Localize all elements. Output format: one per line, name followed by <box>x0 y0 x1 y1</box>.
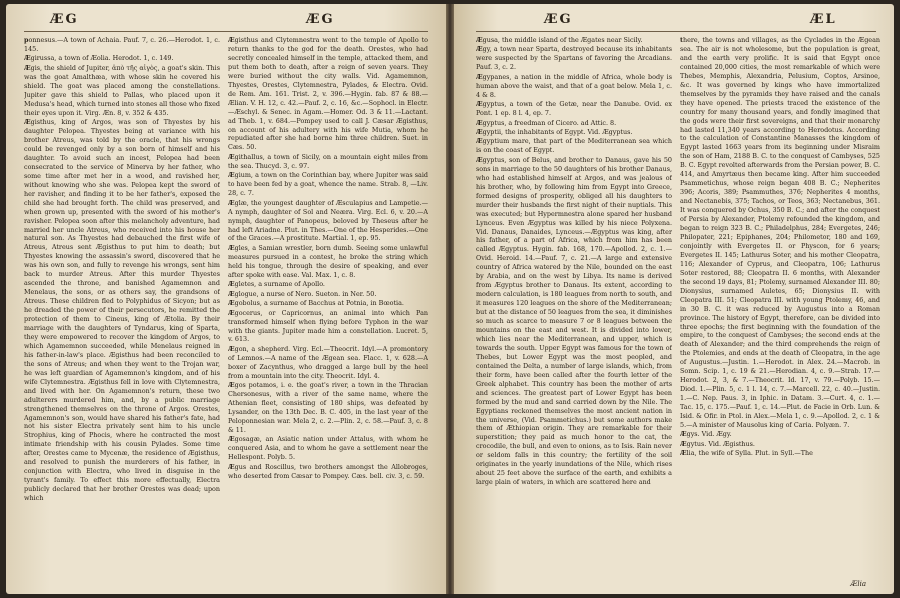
left-page-column-2 <box>228 36 428 584</box>
dictionary-entry: Ægyptus, a town of the Getæ, near the Danube. Ovid. ex Pont. 1 ep. 8 l. 4, ep. 7. <box>476 100 672 118</box>
dictionary-entry: Ælia, the wife of Sylla. Plut. in Syll.—The <box>680 449 813 458</box>
dictionary-entry: Ægium, a town on the Corinthian bay, where Jupiter was said to have been fed by a goat, whence the name. Strab. 8, —Liv. 28, c. 7. <box>228 171 428 198</box>
running-head-left-2: ÆG <box>306 12 335 27</box>
book-spread <box>6 4 894 594</box>
left-page <box>6 4 446 594</box>
dictionary-entry: Ægon, a shepherd. Virg. Ecl.—Theocrit. Idyl.—A promontory of Lemnos.—A name of the Ægean sea. Flacc. 1, v. 628.—A boxer of Zacynthus, who dragged a large bull by the heel from a mountain into the city. Theocrit. Idyl. 4. <box>228 344 428 380</box>
dictionary-entry: Æglæ, the youngest daughter of Æsculapius and Lampetie.—A nymph, daughter of Sol and Neæra. Virg. Ecl. 6, v. 20.—A nymph, daughter of Panopeus, beloved by Theseus after he had left Ariadne. Plut. in Thes.—One of the Hesperides.—One of the Graces.—A prostitute. Martial. 1, ep. 95. <box>228 198 428 243</box>
dictionary-entry: Ægis, the shield of Jupiter, ἀπὸ τῆς αἰγὸς, a goat's skin. This was the goat Amalthæa, with whose skin he covered his shield. The goat was placed among the constellations. Jupiter gave this shield to Pallas, who placed upon it Medusa's head, which turned into stones all those who fixed their eyes upon it. Virg. Æn. 8, v. 352 & 435. <box>24 63 220 117</box>
dictionary-entry: Ægithallus, a town of Sicily, on a mountain eight miles from the sea. Thucyd. 3, c. 97. <box>228 152 428 170</box>
dictionary-entry: Ægyptium mare, that part of the Mediterranean sea which is on the coast of Egypt. <box>476 137 672 155</box>
dictionary-entry: Ægles, a Samian wrestler, born dumb. Seeing some unlawful measures pursued in a contest, he broke the string which held his tongue, through the desire of speaking, and ever after spoke with ease. Val. Max. 1, c. 8. <box>228 243 428 279</box>
dictionary-entry: Æglogue, a nurse of Nero. Sueton. in Ner. 50. <box>228 289 377 298</box>
right-page-column-1 <box>476 36 672 584</box>
running-head-right-1: ÆG <box>544 12 573 27</box>
dictionary-entry: Ægus and Roscillus, two brothers amongst the Allobroges, who deserted from Cæsar to Pompey. Cæs. bell. civ. 3, c. 59. <box>228 462 428 480</box>
header-rule <box>24 31 428 32</box>
dictionary-entry: Ægys. Vid. Ægy. <box>680 430 732 439</box>
dictionary-entry: there, the towns and villages, as the Cyclades in the Ægean sea. The air is not wholesome, but the population is great, and the earth very prolific. It is said that Egypt once contained 20,000 cities, the most remarkable of which were Thebes, Memphis, Alexandria, Pelusium, Coptos, Arsinoe, &c. It was governed by kings who have immortalized themselves by the pyramids they have raised and the canals they have opened. The priests traced the existence of the country for many thousand years, and fondly imagined that the gods were their first sovereigns, and that their monarchy had lasted 11,340 years according to Herodotus. According to the calculation of Constantine Manasses the kingdom of Egypt lasted 1663 years from its beginning under Misraim the son of Ham, 2188 B. C. to the conquest of Cambyses, 525 B. C. Egypt revolted afterwards from the Persian power, B. C. 414, and Amyrtæus then became king. After him succeeded Psammetichus, whose reign began 408 B. C.; Nepherites 396; Acoris, 389; Psammuthes, 376; Nepherites 4 months, and Nectanebis, 375; Tachos, or Teos, 363; Nectanebus, 361. It was conquered by Ochus, 350 B. C.; and after the conquest of Persia by Alexander, Ptolemy refounded the kingdom, and began to reign 323 B. C.; Philadelphus, 284; Evergetes, 246; Philopater, 221; Epiphanes, 204; Philometor, 180 and 169, conjointly with Evergetes II. or Physcon, for 6 years; Evergetes II. 145; Lathurus Soter, and his mother Cleopatra, 116; Alexander of Cyprus, and Cleopatra, 106; Lathurus Soter restored, 88; Cleopatra II. 6 months, with Alexander the second 19 days, 81; Ptolemy, surnamed Alexander III. 80; Dionysius, surnamed Auletes, 65; Dionysius II. with Cleopatra III. 51; Cleopatra III. with young Ptolemy, 46, and in 30 B. C. it was reduced by Augustus into a Roman province. The history of Egypt, therefore, can be divided into three epochs; the first beginning with the foundation of the empire, to the conquest of Cambyses; the second ends at the death of Alexander; and the third comprehends the reign of the Ptolemies, and ends at the death of Cleopatra, in the age of Augustus.—Justin. 1.—Herodot. in Alex. 24.—Macrob. in Somn. Scip. 1, c. 19 & 21.—Herodian. 4, c. 9.—Strab. 17.—Herodot. 2, 3, & 7.—Theocrit. Id. 17, v. 79.—Polyb. 15.—Diod. 1.—Plin. 5, c. 1 l. 14, c. 7.—Marcell. 22, c. 40.—Justin. 1.—C. Nep. Paus. 3, in Iphic. in Datam. 3.—Curt. 4, c. 1.—Tac. 15, c. 175.—Pauf. 1, c. 14.—Plut. de Facie in Orb. Lun. & Isid. & Ofir. in Ptol. in Alex.—Mela 1, c. 9.—Apollod. 2, c. 1 & 5.—A minister of Mausolus king of Caria. Polyæn. 7. <box>680 36 880 429</box>
dictionary-entry: Ægletes, a surname of Apollo. <box>228 280 325 289</box>
dictionary-entry: Ægyptus, a freedman of Cicero. ad Attic. 8. <box>476 118 617 127</box>
dictionary-entry: Ægyptii, the inhabitants of Egypt. Vid. Ægyptus. <box>476 128 633 137</box>
dictionary-entry: Ægytus. Vid. Ægisthus. <box>680 439 755 448</box>
dictionary-entry: Ægyptus, son of Belus, and brother to Danaus, gave his 50 sons in marriage to the 50 daughters of his brother Danaus, who had established himself at Argos, and was jealous of his brother, who, by following him from Egypt into Greece, formed designs of prosperity, obliged all his daughters to murder their husbands the first night of their nuptials. This was executed; but Hypermnestra alone spared her husband Lynceus. Even Ægyptus was killed by his niece Polyxena. Vid. Danaus, Danaides, Lynceus.—Ægyptus was king, after his father, of a part of Africa, which from him has been called Ægyptus. Hygin. fab. 168, 170.—Apollod. 2, c. 1.—Ovid. Heroid. 14.—Pauf. 7, c. 21.—A large and extensive country of Africa watered by the Nile, bounded on the east by Arabia, and on the west by Libya. Its name is derived from Ægyptus brother to Danaus. Its extent, according to modern calculation, is 180 leagues from north to south, and it measures 120 leagues on the shore of the Mediterranean; but at the distance of 50 leagues from the sea, it diminishes so much as scarce to measure 7 or 8 leagues between the mountains on the east and west. It is divided into lower, which lies near the Mediterranean, and upper, which is towards the south. Upper Egypt was famous for the town of Thebes, but Lower Egypt was the most peopled, and contained the Delta, a number of large islands, which, from their form, have been called after the fourth letter of the Greek alphabet. This country has been the mother of arts and sciences. The greatest part of Lower Egypt has been formed by the mud and sand carried down by the Nile. The Egyptians reckoned themselves the most ancient nation in the universe, (Vid. Psammetichus.) but some authors make them of Æthiopian origin. They are remarkable for their superstition; they paid as much honor to the cat, the crocodile, the bull, and even to onions, as to Isis. Rain never or seldom falls in this country; the fertility of the soil originates in the yearly inundations of the Nile, which rises about 25 feet above the surface of the earth, and exhibits a large plain of waters, in which are scattered here and <box>476 155 672 487</box>
running-head-right-2: ÆL <box>810 12 837 27</box>
dictionary-entry: Ægisthus, king of Argos, was son of Thyestes by his daughter Pelopea. Thyestes being at variance with his brother Atreus, was told by the oracle, that his wrongs could be revenged only by a son born of himself and his daughter. To avoid such an incest, Pelopea had been consecrated to the service of Minerva by her father, who some time after met her in a wood, and ravished her, without knowing who she was. Pelopea kept the sword of her ravisher, and finding it to be her father's, exposed the child she had brought forth. The child was preserved, and when grown up, presented with the sword of his mother's ravisher. Pelopea soon after this melancholy adventure, had married her uncle Atreus, who received into his house her natural son. As Thyestes had debauched the first wife of Atreus, Atreus sent Ægisthus to put him to death; but Thyestes knowing the assassin's sword, discovered that he was his own son, and fully to revenge his wrongs, sent him back to murder Atreus. After this murder Thyestes ascended the throne, and banished Agamemnon and Menelaus, the sons, or as others say, the grandsons of Atreus. These children fled to Polyphidus of Sicyon; but as he dreaded the power of their persecutors, he remitted the protection of them to Cineus, king of Ætolia. By their marriage with the daughters of Tyndarus, king of Sparta, they were empowered to recover the kingdom of Argos, to which Agamemnon succeeded, while Menelaus reigned in his father-in-law's place. Ægisthus had been reconciled to the sons of Atreus; and when they went to the Trojan war, he was left guardian of Agamemnon's kingdom, and of his wife Clytemnestra. Ægisthus fell in love with Clytemnestra, and lived with her. On Agamemnon's return, these two adulterers murdered him, and, by a public marriage strengthened themselves on the throne of Argos. Orestes, Agamemnon's son, would have shared his father's fate, had not his sister Electra privately sent him to his uncle Strophius, king of Phocis, where he contracted the most intimate friendship with his cousin Pylades. Some time after, Orestes came to Mycenæ, the residence of Ægisthus, and resolved to punish the murderers of his father, in conjunction with Electra, who lived in disguise in the tyrant's family. To effect this more effectually, Electra publicly declared that her brother Orestes was dead; upon which <box>24 118 220 503</box>
dictionary-entry: ponnesus.—A town of Achaia. Pauf. 7, c. 26.—Herodot. 1, c. 145. <box>24 36 220 53</box>
dictionary-entry: Ægocerus, or Capricornus, an animal into which Pan transformed himself when flying before Typhon in the war with the giants. Jupiter made him a constellation. Lucret. 5, v. 613. <box>228 308 428 344</box>
catchword: Ælia <box>850 580 866 588</box>
dictionary-entry: Ægirussa, a town of Æolia. Herodot. 1, c. 149. <box>24 54 174 63</box>
dictionary-entry: Ægobolus, a surname of Bacchus at Potnia, in Bœotia. <box>228 299 404 308</box>
running-head-left-1: ÆG <box>50 12 79 27</box>
right-page-column-2 <box>680 36 880 584</box>
dictionary-entry: Ægy, a town near Sparta, destroyed because its inhabitants were suspected by the Spartans of favoring the Arcadians. Pauf. 3, c. 2. <box>476 45 672 72</box>
header-rule <box>476 31 876 32</box>
dictionary-entry: Ægusa, the middle island of the Ægates near Sicily. <box>476 36 643 44</box>
dictionary-entry: Ægos potamos, i. e. the goat's river, a town in the Thracian Chersonesus, with a river of the same name, where the Athenian fleet, consisting of 180 ships, was defeated by Lysander, on the 13th Dec. B. C. 405, in the last year of the Peloponnesian war. Mela 2, c. 2.—Plin. 2, c. 58.—Pauf. 3, c. 8 & 11. <box>228 381 428 434</box>
right-page <box>454 4 894 594</box>
left-page-column-1 <box>24 36 220 584</box>
book-gutter <box>446 4 454 594</box>
dictionary-entry: Ægosagæ, an Asiatic nation under Attalus, with whom he conquered Asia, and to whom he gave a settlement near the Hellespont. Polyb. 5. <box>228 435 428 462</box>
dictionary-entry: Ægypanes, a nation in the middle of Africa, whole body is human above the waist, and that of a goat below. Mela 1, c. 4 & 8. <box>476 72 672 99</box>
dictionary-entry: Ægisthus and Clytemnestra went to the temple of Apollo to return thanks to the god for the death. Orestes, who had secretly concealed himself in the temple, attacked them, and put them both to death, after a reign of seven years. They were buried without the city walls. Vid. Agamemnon, Thyestes, Orestes, Clytemnestra, Pylades, & Electra. Ovid. de Rem. Am. 161. Trist. 2, v. 396.—Hygin. fab. 87 & 88.—Ælian. V. H. 12, c. 42.—Pauf. 2, c. 16, &c.—Sophocl. in Electr.—Æschyl. & Senec. in Agam.—Homer. Od. 3 & 11.—Lactant. ad Theb. 1, v. 684.—Pompey used to call J. Cæsar Ægisthus, on account of his adultery with his wife Mutia, whom he repudiated after she had borne him three children. Suet. in Cæs. 50. <box>228 36 428 152</box>
